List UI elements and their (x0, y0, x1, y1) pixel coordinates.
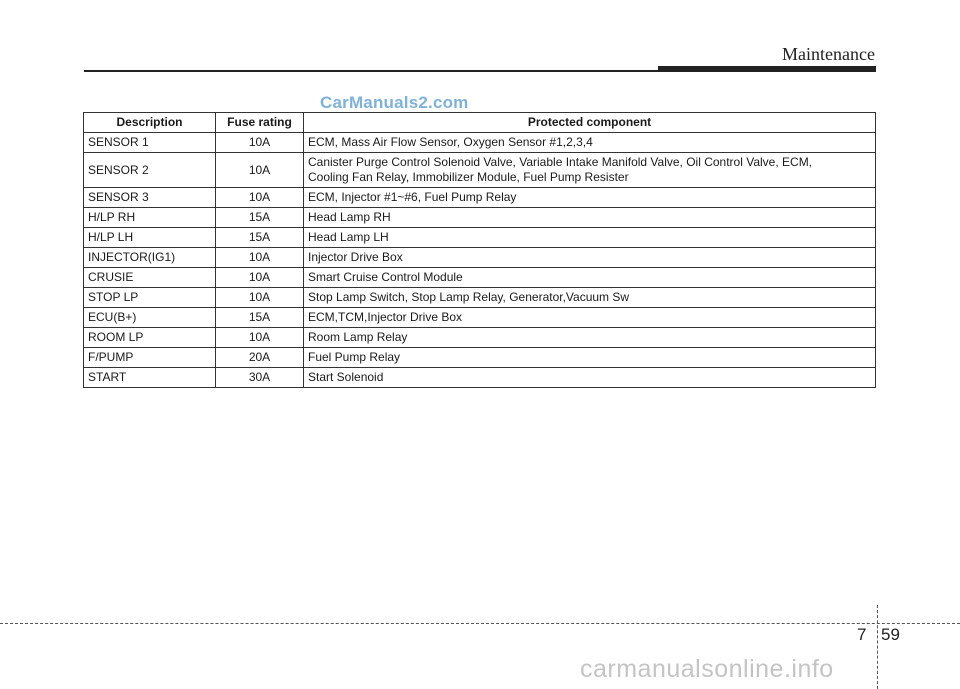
cell-protected-component: Head Lamp RH (304, 208, 876, 228)
cell-description: START (84, 368, 216, 388)
cell-fuse-rating: 10A (216, 288, 304, 308)
table-row (84, 348, 876, 368)
cell-description: SENSOR 1 (84, 133, 216, 153)
cell-description: H/LP RH (84, 208, 216, 228)
cell-fuse-rating: 15A (216, 208, 304, 228)
cell-description: STOP LP (84, 288, 216, 308)
cell-protected-component: Room Lamp Relay (304, 328, 876, 348)
cell-fuse-rating: 15A (216, 228, 304, 248)
cell-fuse-rating: 10A (216, 248, 304, 268)
cell-protected-component: Smart Cruise Control Module (304, 268, 876, 288)
table-body (84, 133, 876, 388)
cell-fuse-rating: 10A (216, 268, 304, 288)
cell-description: F/PUMP (84, 348, 216, 368)
chapter-number: 7 (857, 625, 867, 644)
cell-fuse-rating: 10A (216, 188, 304, 208)
page-number: 59 (881, 625, 900, 644)
cell-protected-component: ECM,TCM,Injector Drive Box (304, 308, 876, 328)
table-header-row (84, 113, 876, 133)
footer-vertical-dashed-rule (877, 605, 878, 689)
column-header-fuse-rating: Fuse rating (216, 113, 304, 133)
cell-protected-component: ECM, Mass Air Flow Sensor, Oxygen Sensor #1,2,3,4 (304, 133, 876, 153)
table-row (84, 153, 876, 188)
table-row (84, 208, 876, 228)
cell-description: SENSOR 2 (84, 153, 216, 188)
cell-fuse-rating: 20A (216, 348, 304, 368)
cell-description: ECU(B+) (84, 308, 216, 328)
table-row (84, 188, 876, 208)
table-row (84, 248, 876, 268)
table-row (84, 328, 876, 348)
cell-description: CRUSIE (84, 268, 216, 288)
cell-fuse-rating: 30A (216, 368, 304, 388)
column-header-description: Description (84, 113, 216, 133)
table-row (84, 133, 876, 153)
table-row (84, 228, 876, 248)
cell-protected-component: Fuel Pump Relay (304, 348, 876, 368)
table-row (84, 288, 876, 308)
footer-dashed-rule (0, 623, 960, 624)
cell-protected-component: ECM, Injector #1~#6, Fuel Pump Relay (304, 188, 876, 208)
cell-protected-component: Stop Lamp Switch, Stop Lamp Relay, Generator,Vacuum Sw (304, 288, 876, 308)
cell-fuse-rating: 15A (216, 308, 304, 328)
cell-protected-component: Head Lamp LH (304, 228, 876, 248)
cell-fuse-rating: 10A (216, 133, 304, 153)
fuse-table (83, 112, 876, 388)
cell-fuse-rating: 10A (216, 328, 304, 348)
cell-description: H/LP LH (84, 228, 216, 248)
header-rule-thin (84, 70, 662, 72)
column-header-protected-component: Protected component (304, 113, 876, 133)
table-row (84, 368, 876, 388)
cell-fuse-rating: 10A (216, 153, 304, 188)
cell-description: ROOM LP (84, 328, 216, 348)
cell-protected-component: Canister Purge Control Solenoid Valve, Variable Intake Manifold Valve, Oil Control Valve, ECM, Cooling Fan Relay, Immobilizer Module, Fuel Pump Resister (304, 153, 876, 188)
table-row (84, 308, 876, 328)
cell-description: INJECTOR(IG1) (84, 248, 216, 268)
cell-protected-component: Injector Drive Box (304, 248, 876, 268)
cell-description: SENSOR 3 (84, 188, 216, 208)
section-title: Maintenance (782, 44, 875, 64)
watermark-top[interactable]: CarManuals2.com (320, 93, 469, 112)
table-row (84, 268, 876, 288)
header-rule-thick (658, 66, 876, 72)
cell-protected-component: Start Solenoid (304, 368, 876, 388)
watermark-bottom[interactable]: carmanualsonline.info (580, 655, 834, 683)
